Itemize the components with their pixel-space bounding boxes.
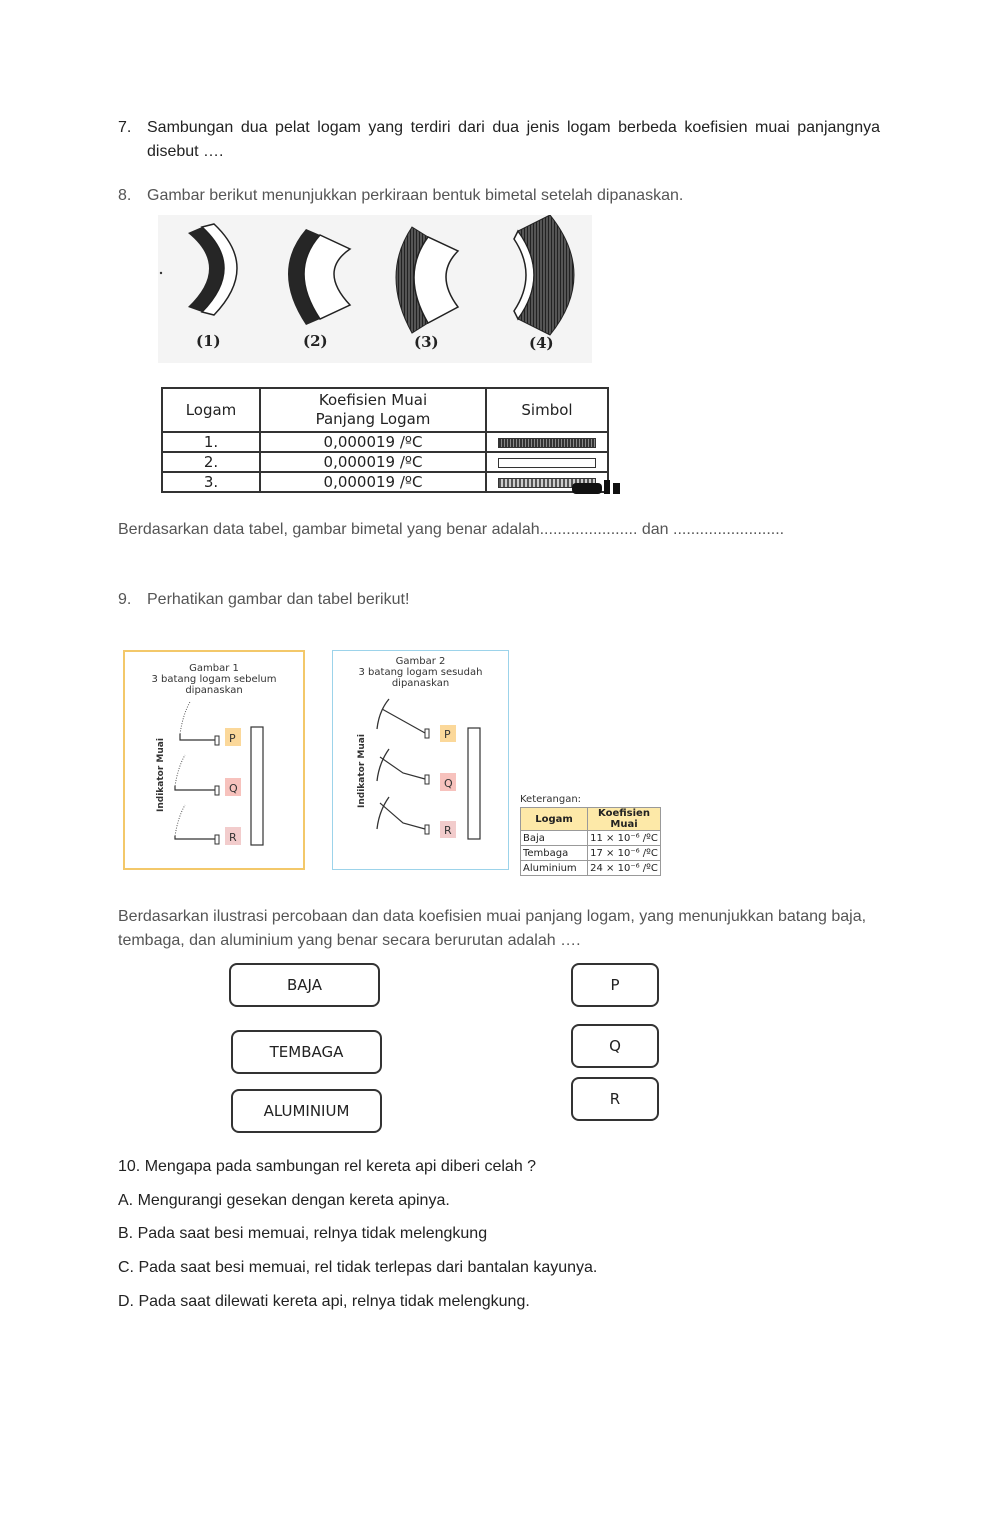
question-7 — [118, 116, 880, 164]
bimetal-shape-3 — [396, 227, 458, 333]
option-b[interactable]: B. Pada saat besi memuai, relnya tidak melengkung — [118, 1225, 488, 1242]
table-row — [162, 452, 608, 472]
keterangan-koefisien: 11 × 10⁻⁶ /ºC — [588, 831, 661, 846]
keterangan-logam: Tembaga — [521, 846, 588, 861]
keterangan-header — [521, 808, 661, 831]
table-row — [521, 831, 661, 846]
header-koefisien — [260, 388, 486, 432]
match-tembaga-button[interactable]: TEMBAGA — [231, 1030, 382, 1074]
gambar-1-axis-label: Indikator Muai — [156, 738, 166, 812]
gambar-1-rod-p: P — [229, 732, 236, 745]
match-p-button[interactable]: P — [571, 963, 659, 1007]
header-koefisien-line-1: Koefisien Muai — [318, 391, 428, 409]
gambar-2-subtitle: 3 batang logam sesudah dipanaskan — [358, 667, 483, 689]
gambar-2 — [332, 650, 509, 870]
keterangan-logam: Aluminium — [521, 861, 588, 876]
question-8-number: 8. — [118, 187, 132, 204]
table-row — [162, 432, 608, 452]
match-q-button[interactable]: Q — [571, 1024, 659, 1068]
keterangan-logam: Baja — [521, 831, 588, 846]
bimetal-shape-4 — [514, 215, 574, 335]
question-9-text: Perhatikan gambar dan tabel berikut! — [147, 591, 410, 608]
bimetal-label-4: (4) — [529, 334, 554, 352]
koefisien-cell: 0,000019 /ºC — [260, 452, 486, 472]
keterangan-koefisien: 24 × 10⁻⁶ /ºC — [588, 861, 661, 876]
question-9-prompt: Berdasarkan ilustrasi percobaan dan data koefisien muai panjang logam, yang menunjukkan batang baja, tembaga, dan aluminium yang benar secara berurutan adalah …. — [118, 908, 867, 949]
koefisien-table-header — [162, 388, 608, 432]
question-9 — [118, 588, 409, 612]
header-koefisien-line-2: Panjang Logam — [315, 410, 431, 428]
option-a[interactable]: A. Mengurangi gesekan dengan kereta apinya. — [118, 1192, 450, 1209]
match-r-button[interactable]: R — [571, 1077, 659, 1121]
table-row — [162, 472, 608, 492]
keterangan-header-logam: Logam — [521, 808, 588, 831]
keterangan-label: Keterangan: — [520, 794, 582, 805]
match-baja-button[interactable]: BAJA — [229, 963, 380, 1007]
gambar-1-rod-r: R — [229, 831, 237, 844]
watermark-logo-icon — [572, 477, 622, 494]
gambar-2-rod-r: R — [444, 824, 452, 837]
bimetal-label-2: (2) — [303, 332, 328, 350]
bimetal-figure — [158, 215, 592, 363]
koefisien-cell: 0,000019 /ºC — [260, 472, 486, 492]
header-logam: Logam — [162, 388, 260, 432]
bimetal-label-1: (1) — [196, 332, 221, 350]
koefisien-cell: 0,000019 /ºC — [260, 432, 486, 452]
bimetal-label-3: (3) — [414, 333, 439, 351]
question-7-text: Sambungan dua pelat logam yang terdiri dari dua jenis logam berbeda koefisien muai panjangnya disebut …. — [147, 119, 880, 160]
simbol-cell — [486, 432, 608, 452]
table-row — [521, 846, 661, 861]
logam-cell: 3. — [162, 472, 260, 492]
white-bar-icon — [498, 458, 596, 468]
gambar-1-subtitle: 3 batang logam sebelum dipanaskan — [151, 674, 277, 696]
question-8 — [118, 184, 683, 208]
logam-cell: 1. — [162, 432, 260, 452]
option-d[interactable]: D. Pada saat dilewati kereta api, relnya tidak melengkung. — [118, 1293, 530, 1310]
question-8-answer-prompt: Berdasarkan data tabel, gambar bimetal yang benar adalah...................... dan ......................... — [118, 521, 785, 538]
simbol-cell — [486, 452, 608, 472]
gambar-1-title: Gambar 1 — [189, 663, 239, 674]
gambar-2-title: Gambar 2 — [395, 656, 446, 667]
table-row — [521, 861, 661, 876]
gambar-1-rod-q: Q — [229, 782, 238, 795]
dark-striped-bar-icon — [498, 438, 596, 448]
bimetal-shape-2 — [288, 229, 350, 325]
bimetal-shape-1 — [160, 224, 237, 315]
header-simbol: Simbol — [486, 388, 608, 432]
question-7-number: 7. — [118, 119, 132, 136]
logam-cell: 2. — [162, 452, 260, 472]
option-c[interactable]: C. Pada saat besi memuai, rel tidak terlepas dari bantalan kayunya. — [118, 1259, 598, 1276]
question-9-number: 9. — [118, 591, 132, 608]
match-aluminium-button[interactable]: ALUMINIUM — [231, 1089, 382, 1133]
koefisien-table — [161, 387, 609, 493]
question-8-text: Gambar berikut menunjukkan perkiraan bentuk bimetal setelah dipanaskan. — [147, 187, 684, 204]
gambar-2-axis-label: Indikator Muai — [357, 734, 367, 808]
gambar-2-rod-p: P — [444, 728, 451, 741]
question-10-text: 10. Mengapa pada sambungan rel kereta api diberi celah ? — [118, 1158, 537, 1175]
keterangan-header-koefisien: Koefisien Muai — [588, 808, 661, 831]
keterangan-koefisien: 17 × 10⁻⁶ /ºC — [588, 846, 661, 861]
gambar-1 — [123, 650, 305, 870]
gambar-2-rod-q: Q — [444, 777, 453, 790]
keterangan-table — [520, 807, 661, 876]
